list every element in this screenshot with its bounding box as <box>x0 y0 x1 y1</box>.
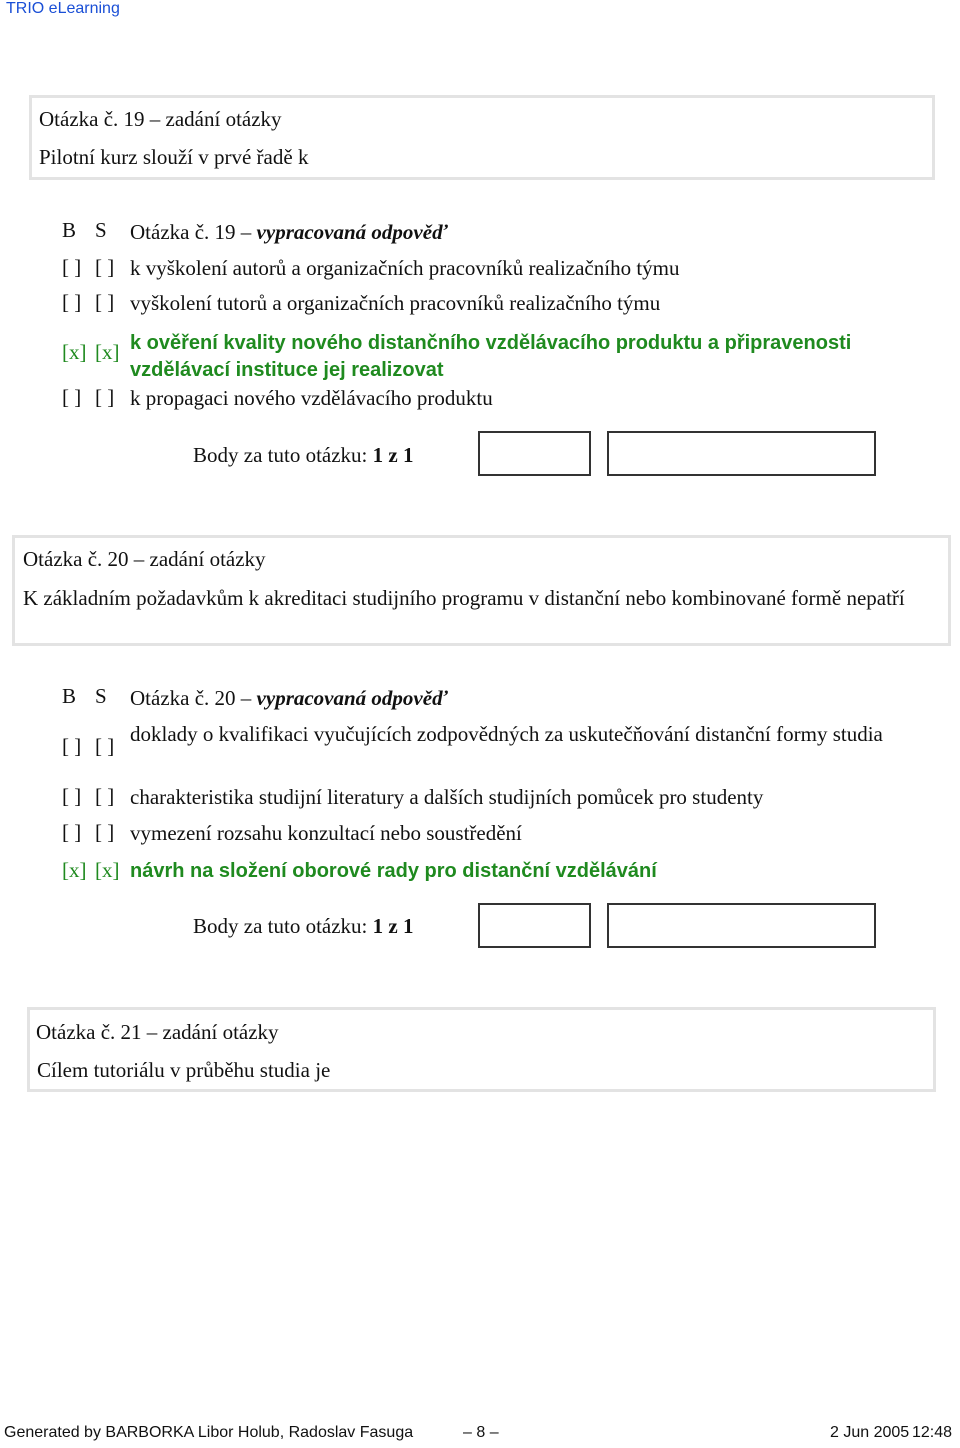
question-21-text: Cílem tutoriálu v průběhu studia je <box>37 1058 331 1082</box>
col-s-header: S <box>95 218 107 242</box>
option-b-mark: [ ] <box>62 255 82 279</box>
option-s-mark: [ ] <box>95 734 115 758</box>
footer-page-number: – 8 – <box>463 1424 499 1441</box>
footer-generated: Generated by BARBORKA Libor Holub, Radoslav Fasuga <box>4 1424 414 1441</box>
score-20: Body za tuto otázku: 1 z 1 <box>193 914 414 938</box>
answer-20-heading: Otázka č. 20 – vypracovaná odpověď <box>130 686 448 710</box>
option-b-mark: [x] <box>62 340 87 364</box>
option-b-mark: [ ] <box>62 385 82 409</box>
question-20-heading: Otázka č. 20 – zadání otázky <box>23 547 266 571</box>
question-19-box <box>29 95 935 180</box>
option-s-mark: [ ] <box>95 255 115 279</box>
option-s-mark: [x] <box>95 340 120 364</box>
question-21-heading: Otázka č. 21 – zadání otázky <box>36 1020 279 1044</box>
footer-time: 12:48 <box>912 1424 953 1441</box>
option-text: k propagaci nového vzdělávacího produktu <box>130 386 493 410</box>
option-text: vyškolení tutorů a organizačních pracovníků realizačního týmu <box>130 291 661 315</box>
option-s-mark: [ ] <box>95 385 115 409</box>
answer-19-heading: Otázka č. 19 – vypracovaná odpověď <box>130 220 448 244</box>
option-text: k vyškolení autorů a organizačních pracovníků realizačního týmu <box>130 256 680 280</box>
score-input-box-19[interactable] <box>478 431 591 476</box>
question-21-box <box>27 1007 936 1092</box>
option-b-mark: [ ] <box>62 290 82 314</box>
option-text: vymezení rozsahu konzultací nebo soustředění <box>130 821 522 845</box>
option-s-mark: [ ] <box>95 784 115 808</box>
question-19-text: Pilotní kurz slouží v prvé řadě k <box>39 145 309 169</box>
option-text: k ověření kvality nového distančního vzdělávacího produktu a připravenosti vzdělávací instituce jej realizovat <box>130 332 852 381</box>
option-text: charakteristika studijní literatury a dalších studijních pomůcek pro studenty <box>130 785 764 809</box>
col-s-header: S <box>95 684 107 708</box>
score-input-box-20[interactable] <box>478 903 591 948</box>
option-b-mark: [x] <box>62 858 87 882</box>
question-20-text: K základním požadavkům k akreditaci studijního programu v distanční nebo kombinované formě nepatří <box>23 586 905 610</box>
footer-date: 2 Jun 2005 <box>830 1424 910 1441</box>
option-s-mark: [ ] <box>95 290 115 314</box>
col-b-header: B <box>62 684 77 708</box>
question-19-heading: Otázka č. 19 – zadání otázky <box>39 107 282 131</box>
question-20-box <box>12 535 951 646</box>
option-s-mark: [ ] <box>95 820 115 844</box>
site-title[interactable]: TRIO eLearning <box>6 0 120 17</box>
col-b-header: B <box>62 218 77 242</box>
comment-box-19[interactable] <box>607 431 876 476</box>
option-b-mark: [ ] <box>62 784 82 808</box>
option-text: doklady o kvalifikaci vyučujících zodpovědných za uskutečňování distanční formy studia <box>130 722 883 746</box>
option-b-mark: [ ] <box>62 734 82 758</box>
option-text: návrh na složení oborové rady pro distanční vzdělávání <box>130 860 657 882</box>
option-s-mark: [x] <box>95 858 120 882</box>
page-footer <box>0 1424 960 1448</box>
score-19: Body za tuto otázku: 1 z 1 <box>193 443 414 467</box>
option-b-mark: [ ] <box>62 820 82 844</box>
comment-box-20[interactable] <box>607 903 876 948</box>
